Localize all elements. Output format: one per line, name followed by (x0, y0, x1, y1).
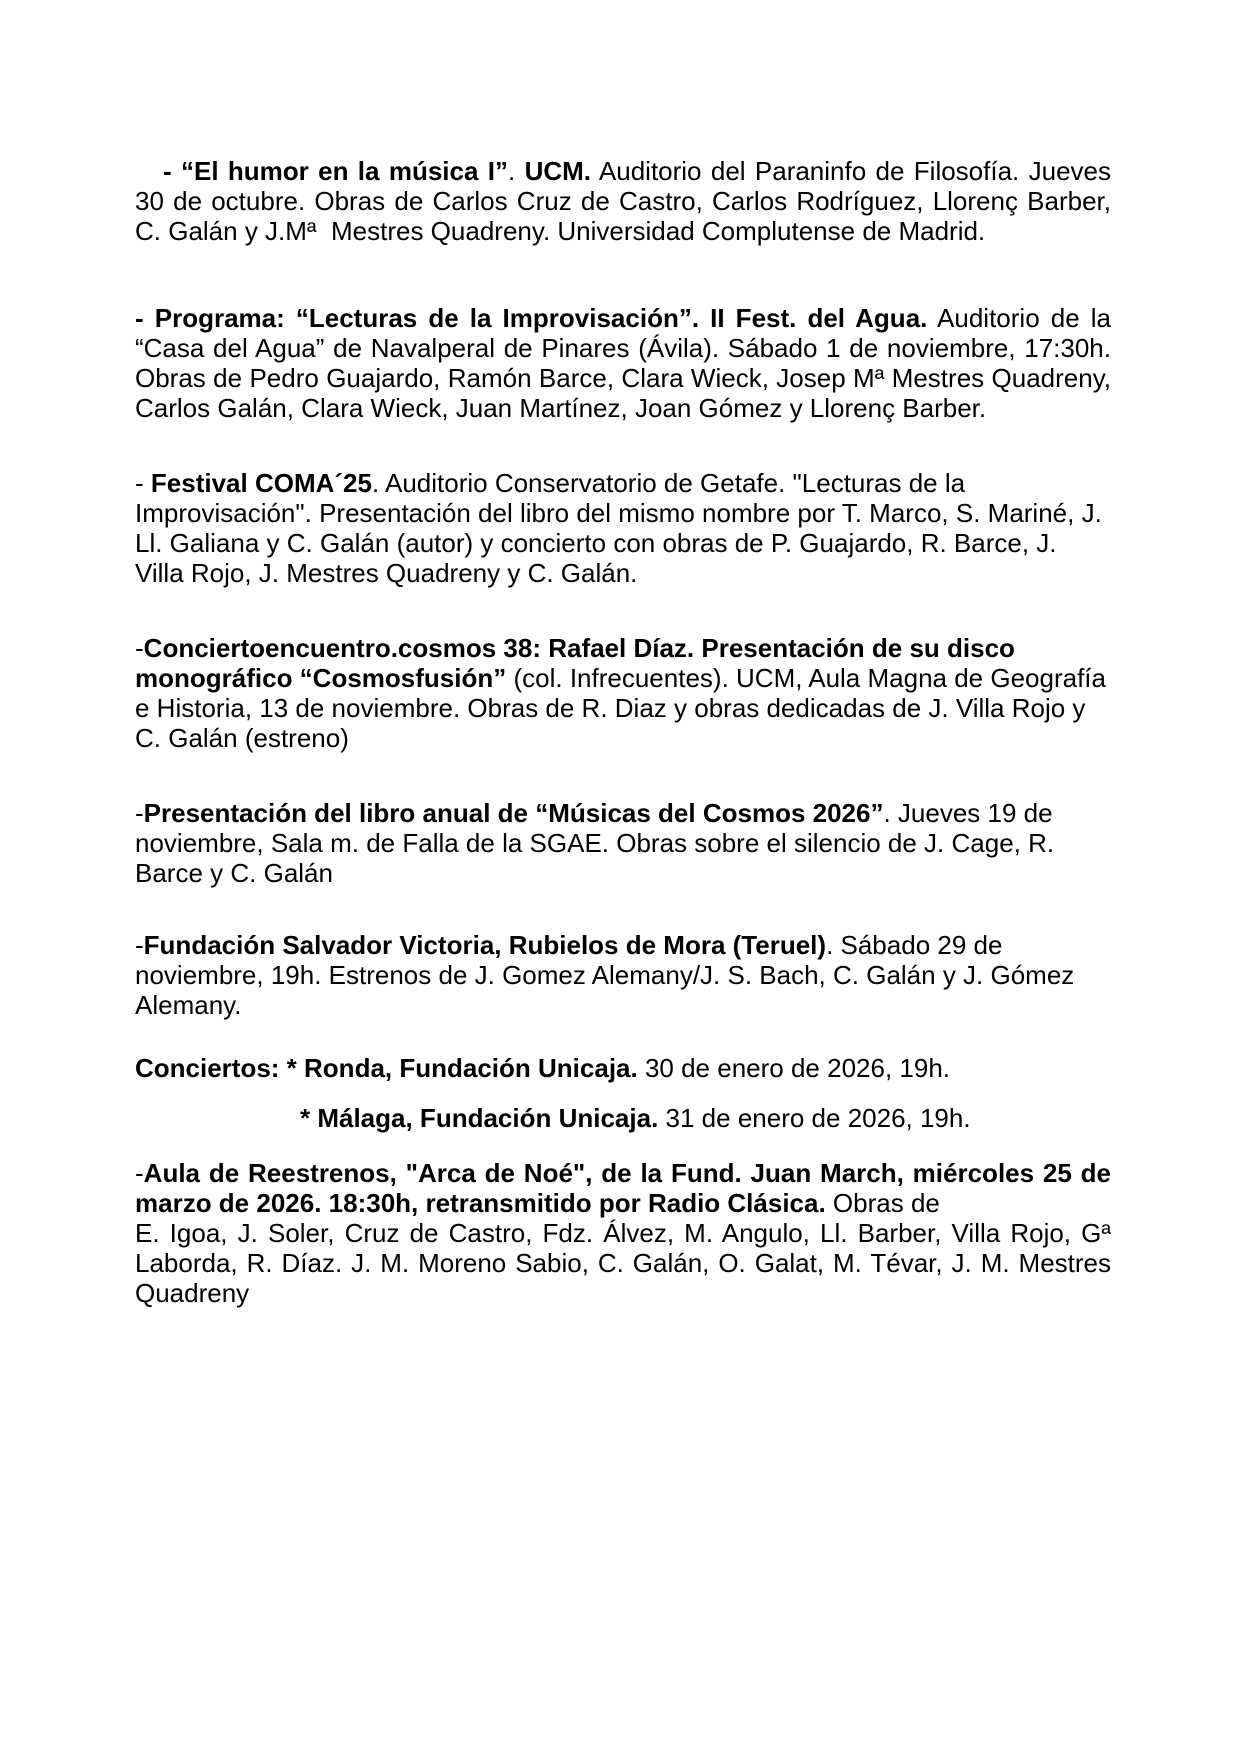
text-run: 31 de enero de 2026, 19h. (658, 1103, 971, 1133)
bold-text-run: Conciertos: * Ronda, Fundación Unicaja. (135, 1053, 638, 1083)
bold-text-run: Fundación Salvador Victoria, Rubielos de Mora (Teruel) (143, 930, 827, 960)
text-run: Auditorio del Paraninfo de Filosofía. Jueves 30 de octubre. Obras de Carlos Cruz de Castro, Carlos Rodríguez, Llorenç Barber, C. Galán y J.Mª Mestres Quadreny. Universidad Complutense de Madrid. (135, 156, 1111, 246)
paragraph-aula-reestrenos (135, 1158, 1111, 1308)
text-run: - (135, 930, 144, 960)
bold-text-run: Presentación del libro anual de “Músicas del Cosmos 2026” (143, 798, 884, 828)
text-run: - (135, 633, 144, 663)
paragraph-programa-lecturas-improvisacion (135, 303, 1111, 423)
paragraph-conciertoencuentro-cosmos-38 (135, 633, 1111, 753)
text-run: - (135, 468, 151, 498)
bold-text-run: * Málaga, Fundación Unicaja. (300, 1103, 659, 1133)
paragraph-presentacion-libro-anual (135, 798, 1111, 888)
bold-text-run: Festival COMA´25 (150, 468, 372, 498)
text-run: Auditorio de la “Casa del Agua” de Navalperal de Pinares (Ávila). Sábado 1 de noviembre, 17:30h. Obras de Pedro Guajardo, Ramón Barce, Clara Wieck, Josep Mª Mestres Quadreny, Carlos Galán, Clara Wieck, Juan Martínez, Joan Gómez y Llorenç Barber. (135, 303, 1111, 423)
text-run: Obras de (825, 1188, 940, 1218)
text-run: (col. Infrecuentes). UCM, Aula Magna de Geografía e Historia, 13 de noviembre. Obras de R. Diaz y obras dedicadas de J. Villa Rojo y C. Galán (estreno) (135, 663, 1106, 753)
paragraph-conciertos-ronda (135, 1053, 1111, 1083)
text-run: . Jueves 19 de noviembre, Sala m. de Falla de la SGAE. Obras sobre el silencio de J. Cage, R. Barce y C. Galán (135, 798, 1055, 888)
paragraph-conciertos-malaga (135, 1103, 1111, 1133)
bold-text-run: - Programa: “Lecturas de la Improvisación”. II Fest. del Agua. (135, 303, 928, 333)
text-run: - (135, 1158, 144, 1188)
text-run: . (508, 156, 525, 186)
document-body (135, 156, 1111, 1308)
text-run: 30 de enero de 2026, 19h. (637, 1053, 951, 1083)
text-run: - (135, 798, 144, 828)
bold-text-run: Aula de Reestrenos, "Arca de Noé", de la Fund. Juan March, miércoles 25 de marzo de 2026. 18:30h, retransmitido por Radio Clásica. (135, 1158, 1111, 1218)
paragraph-fundacion-salvador-victoria (135, 930, 1111, 1020)
text-run: E. Igoa, J. Soler, Cruz de Castro, Fdz. Álvez, M. Angulo, Ll. Barber, Villa Rojo, Gª Laborda, R. Díaz. J. M. Moreno Sabio, C. Galán, O. Galat, M. Tévar, J. M. Mestres Quadreny (135, 1218, 1111, 1308)
paragraph-festival-coma-25 (135, 468, 1111, 588)
bold-text-run: - “El humor en la música I” (163, 156, 508, 186)
text-run: . Sábado 29 de noviembre, 19h. Estrenos de J. Gomez Alemany/J. S. Bach, C. Galán y J. Gómez Alemany. (135, 930, 1075, 1020)
bold-text-run: Conciertoencuentro.cosmos 38: Rafael Díaz. Presentación de su disco monográfico “Cosmosfusión” (135, 633, 1015, 693)
text-run: . Auditorio Conservatorio de Getafe. "Lecturas de la Improvisación". Presentación del libro del mismo nombre por T. Marco, S. Mariné, J. Ll. Galiana y C. Galán (autor) y concierto con obras de P. Guajardo, R. Barce, J. Villa Rojo, J. Mestres Quadreny y C. Galán. (135, 468, 1102, 588)
paragraph-humor-musica (135, 156, 1111, 246)
bold-text-run: UCM. (524, 156, 591, 186)
